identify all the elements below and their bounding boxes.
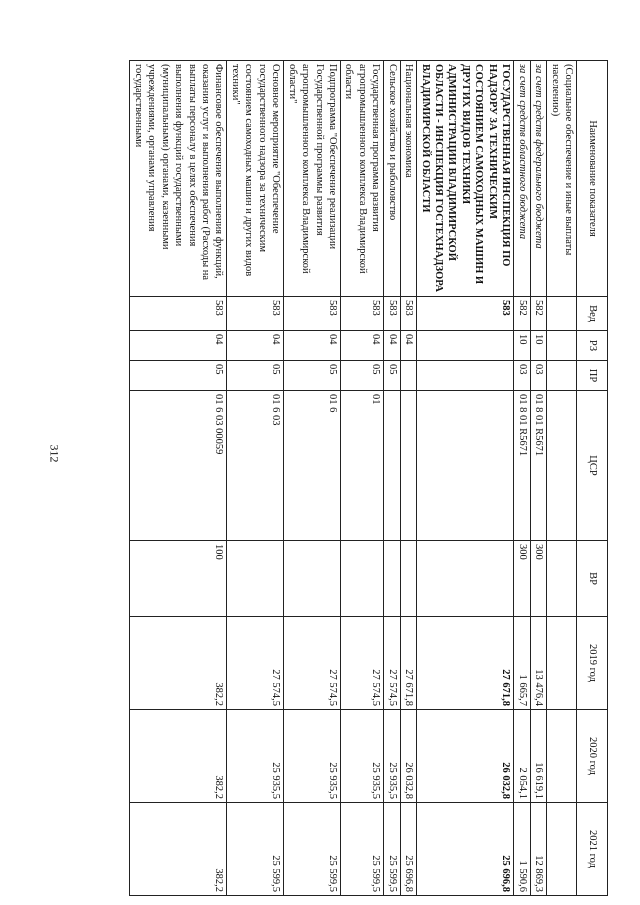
rotated-page-area xyxy=(86,60,608,895)
table-row xyxy=(227,61,284,896)
row-rz: 10 xyxy=(530,331,546,361)
row-vr: 300 xyxy=(530,541,546,617)
row-2021 xyxy=(547,803,577,896)
row-name: Национальная экономика xyxy=(400,61,416,297)
table-header-row xyxy=(577,61,608,896)
row-vr xyxy=(547,541,577,617)
row-pr xyxy=(417,361,514,391)
row-2020: 25 935,5 xyxy=(384,710,400,803)
header-name: Наименование показателя xyxy=(577,61,608,297)
row-name: Основное мероприятие "Обеспечение государственного надзора за техническим состоянием самоходных машин и других видов техники" xyxy=(227,61,284,297)
row-2021: 25 599,5 xyxy=(227,803,284,896)
row-2019 xyxy=(547,617,577,710)
row-2021: 25 599,5 xyxy=(341,803,384,896)
row-vr xyxy=(400,541,416,617)
table-row xyxy=(130,61,227,896)
row-rz: 04 xyxy=(130,331,227,361)
header-2020: 2020 год xyxy=(577,710,608,803)
row-pr: 05 xyxy=(130,361,227,391)
row-ved: 583 xyxy=(417,297,514,331)
row-pr: 05 xyxy=(341,361,384,391)
row-ved xyxy=(547,297,577,331)
row-2020: 25 935,5 xyxy=(341,710,384,803)
row-name: Подпрограмма "Обеспечение реализации Государственной программы развития агропромышленного комплекса Владимирской области" xyxy=(284,61,341,297)
table-row xyxy=(417,61,514,896)
row-2020: 26 032,8 xyxy=(400,710,416,803)
row-rz: 10 xyxy=(514,331,530,361)
row-rz: 04 xyxy=(400,331,416,361)
row-pr: 05 xyxy=(384,361,400,391)
budget-table-container xyxy=(86,60,608,895)
row-name: Государственная программа развития агропромышленного комплекса Владимирской области xyxy=(341,61,384,297)
row-csr: 01 6 03 00059 xyxy=(130,391,227,541)
row-ved: 583 xyxy=(384,297,400,331)
row-2020: 2 054,1 xyxy=(514,710,530,803)
table-row xyxy=(341,61,384,896)
row-csr: 01 xyxy=(341,391,384,541)
row-pr: 05 xyxy=(284,361,341,391)
row-csr: 01 6 xyxy=(284,391,341,541)
row-ved: 583 xyxy=(341,297,384,331)
row-2020: 25 935,5 xyxy=(284,710,341,803)
row-pr xyxy=(400,361,416,391)
row-csr xyxy=(417,391,514,541)
row-2020: 16 619,1 xyxy=(530,710,546,803)
row-csr: 01 8 01 R5671 xyxy=(530,391,546,541)
row-2021: 382,2 xyxy=(130,803,227,896)
row-2019: 27 671,8 xyxy=(400,617,416,710)
row-2021: 12 869,3 xyxy=(530,803,546,896)
row-ved: 583 xyxy=(227,297,284,331)
row-2021: 25 599,5 xyxy=(284,803,341,896)
table-row xyxy=(530,61,546,896)
row-name: (Социальное обеспечение и иные выплаты населению) xyxy=(547,61,577,297)
row-rz xyxy=(417,331,514,361)
row-rz xyxy=(547,331,577,361)
row-ved: 582 xyxy=(530,297,546,331)
row-csr xyxy=(400,391,416,541)
header-ved: Вед xyxy=(577,297,608,331)
row-2019: 27 671,8 xyxy=(417,617,514,710)
row-rz: 04 xyxy=(384,331,400,361)
row-vr xyxy=(384,541,400,617)
row-2019: 27 574,5 xyxy=(341,617,384,710)
row-pr: 05 xyxy=(227,361,284,391)
row-ved: 583 xyxy=(284,297,341,331)
row-rz: 04 xyxy=(284,331,341,361)
table-row xyxy=(514,61,530,896)
row-pr: 03 xyxy=(514,361,530,391)
header-pr: ПР xyxy=(577,361,608,391)
row-csr: 01 8 01 R5671 xyxy=(514,391,530,541)
row-rz: 04 xyxy=(227,331,284,361)
row-2020 xyxy=(547,710,577,803)
row-2020: 25 935,5 xyxy=(227,710,284,803)
row-csr: 01 6 03 xyxy=(227,391,284,541)
row-2021: 1 590,6 xyxy=(514,803,530,896)
row-2019: 27 574,5 xyxy=(284,617,341,710)
row-vr: 300 xyxy=(514,541,530,617)
row-2020: 26 032,8 xyxy=(417,710,514,803)
row-2021: 25 599,5 xyxy=(384,803,400,896)
row-2019: 382,2 xyxy=(130,617,227,710)
row-name: Сельское хозяйство и рыболовство xyxy=(384,61,400,297)
table-row xyxy=(547,61,577,896)
row-ved: 583 xyxy=(400,297,416,331)
row-vr xyxy=(227,541,284,617)
row-rz: 04 xyxy=(341,331,384,361)
row-vr: 100 xyxy=(130,541,227,617)
page-number: 312 xyxy=(47,444,62,463)
row-2021: 25 696,8 xyxy=(400,803,416,896)
row-2019: 13 476,4 xyxy=(530,617,546,710)
header-2019: 2019 год xyxy=(577,617,608,710)
row-vr xyxy=(341,541,384,617)
row-name: ГОСУДАРСТВЕННАЯ ИНСПЕКЦИЯ ПО НАДЗОРУ ЗА ТЕХНИЧЕСКИМ СОСТОЯНИЕМ САМОХОДНЫХ МАШИН И ДРУГИХ ВИДОВ ТЕХНИКИ АДМИНИСТРАЦИИ ВЛАДИМИРСКОЙ ОБЛАСТИ - ИНСПЕКЦИЯ ГОСТЕХНАДЗОРА ВЛАДИМИРСКОЙ ОБЛАСТИ xyxy=(417,61,514,297)
table-row xyxy=(400,61,416,896)
row-2021: 25 696,8 xyxy=(417,803,514,896)
row-2019: 27 574,5 xyxy=(384,617,400,710)
row-csr xyxy=(547,391,577,541)
header-csr: ЦСР xyxy=(577,391,608,541)
row-csr xyxy=(384,391,400,541)
budget-table xyxy=(129,60,608,896)
row-2019: 27 574,5 xyxy=(227,617,284,710)
row-name: за счет средств федерального бюджета xyxy=(530,61,546,297)
header-2021: 2021 год xyxy=(577,803,608,896)
row-pr xyxy=(547,361,577,391)
row-name: за счет средств областного бюджета xyxy=(514,61,530,297)
row-ved: 583 xyxy=(130,297,227,331)
table-row xyxy=(284,61,341,896)
table-row xyxy=(384,61,400,896)
row-vr xyxy=(284,541,341,617)
row-2020: 382,2 xyxy=(130,710,227,803)
header-vr: ВР xyxy=(577,541,608,617)
header-rz: РЗ xyxy=(577,331,608,361)
row-vr xyxy=(417,541,514,617)
row-ved: 582 xyxy=(514,297,530,331)
row-name: Финансовое обеспечение выполнения функций, оказания услуг и выполнения работ (Расходы на выплаты персоналу в целях обеспечения выполнения функций государственными (муниципальными) органами, казенными учреждениями, органами управления государственными xyxy=(130,61,227,297)
row-2019: 1 665,7 xyxy=(514,617,530,710)
row-pr: 03 xyxy=(530,361,546,391)
